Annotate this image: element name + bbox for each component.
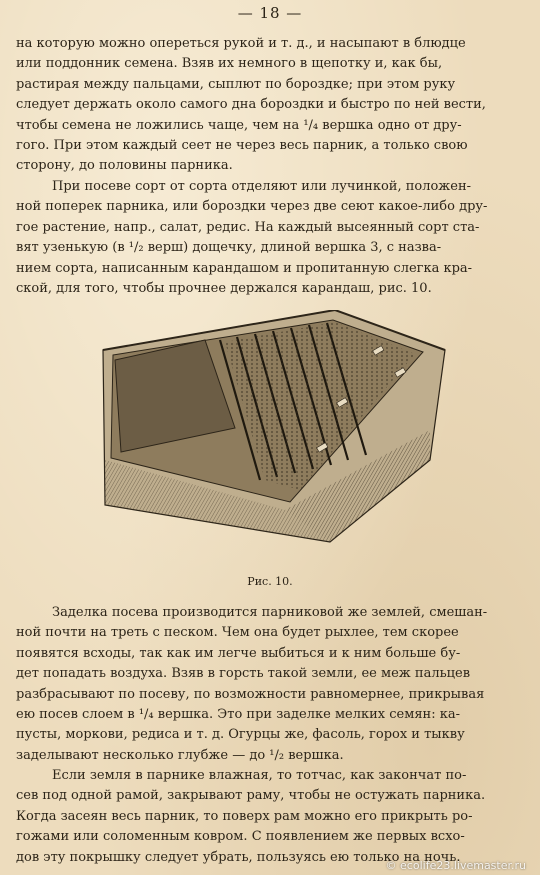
text-line: следует держать около самого дна бороздки и быстро по ней вести, — [16, 97, 486, 113]
text-line: Заделка посева производится парниковой же землей, смешан- — [52, 605, 488, 620]
text-line: При посеве сорт от сорта отделяют или лучинкой, положен- — [52, 179, 472, 194]
watermark: © ecolife23.livemaster.ru — [385, 859, 526, 872]
text-line: вят узенькую (в ¹/₂ верш) дощечку, длиной вершка 3, с назва- — [16, 240, 442, 256]
text-line: заделывают несколько глубже — до ¹/₂ вершка. — [16, 747, 344, 763]
text-line: гое растение, напр., салат, редис. На каждый высеянный сорт ста- — [16, 219, 480, 235]
paragraph-1 — [16, 34, 524, 177]
text-line: Когда засеян весь парник, то поверх рам можно его прикрыть ро- — [16, 808, 473, 824]
text-line: нием сорта, написанным карандашом и пропитанную слегка кра- — [16, 260, 473, 276]
text-line: ной почти на треть с песком. Чем она будет рыхлее, тем скорее — [16, 625, 459, 641]
text-line: чтобы семена не ложились чаще, чем на ¹/₄ вершка одно от дру- — [16, 117, 462, 133]
figure-caption: Рис. 10. — [247, 575, 293, 588]
text-line: ской, для того, чтобы прочнее держался карандаш, рис. 10. — [16, 281, 432, 297]
text-line: на которую можно опереться рукой и т. д., и насыпают в блюдце — [16, 36, 466, 51]
text-line: дов эту покрышку следует убрать, пользуясь ею только на ночь. — [16, 849, 461, 865]
text-line: или поддонник семена. Взяв их немного в щепотку и, как бы, — [16, 56, 443, 72]
text-line: сев под одной рамой, закрывают раму, чтобы не остужать парника. — [16, 788, 486, 804]
text-line: ею посев слоем в ¹/₄ вершка. Это при заделке мелких семян: ка- — [16, 707, 460, 723]
text-line: растирая между пальцами, сыплют по бороздке; при этом руку — [16, 76, 456, 92]
paragraph-3 — [16, 603, 524, 766]
figure-10-seedbed-engraving — [85, 310, 455, 560]
text-line: пусты, моркови, редиса и т. д. Огурцы же, фасоль, горох и тыкву — [16, 727, 465, 743]
text-line: ной поперек парника, или бороздки через две сеют какое-либо дру- — [16, 199, 488, 215]
text-line: дет попадать воздуха. Взяв в горсть такой земли, ее меж пальцев — [16, 666, 471, 682]
text-line: разбрасывают по посеву, по возможности равномернее, прикрывая — [16, 686, 485, 702]
page-number: — 18 — — [237, 4, 303, 22]
text-line: гожами или соломенным ковром. С появлением же первых всхо- — [16, 829, 465, 845]
text-line: Если земля в парнике влажная, то тотчас, как закончат по- — [52, 768, 467, 783]
text-line: появятся всходы, так как им легче выбиться и к ним больше бу- — [16, 645, 461, 661]
text-line: гого. При этом каждый сеет не через весь парник, а только свою — [16, 138, 468, 154]
text-line: сторону, до половины парника. — [16, 158, 233, 174]
paragraph-4 — [16, 766, 524, 868]
paragraph-2 — [16, 177, 524, 299]
